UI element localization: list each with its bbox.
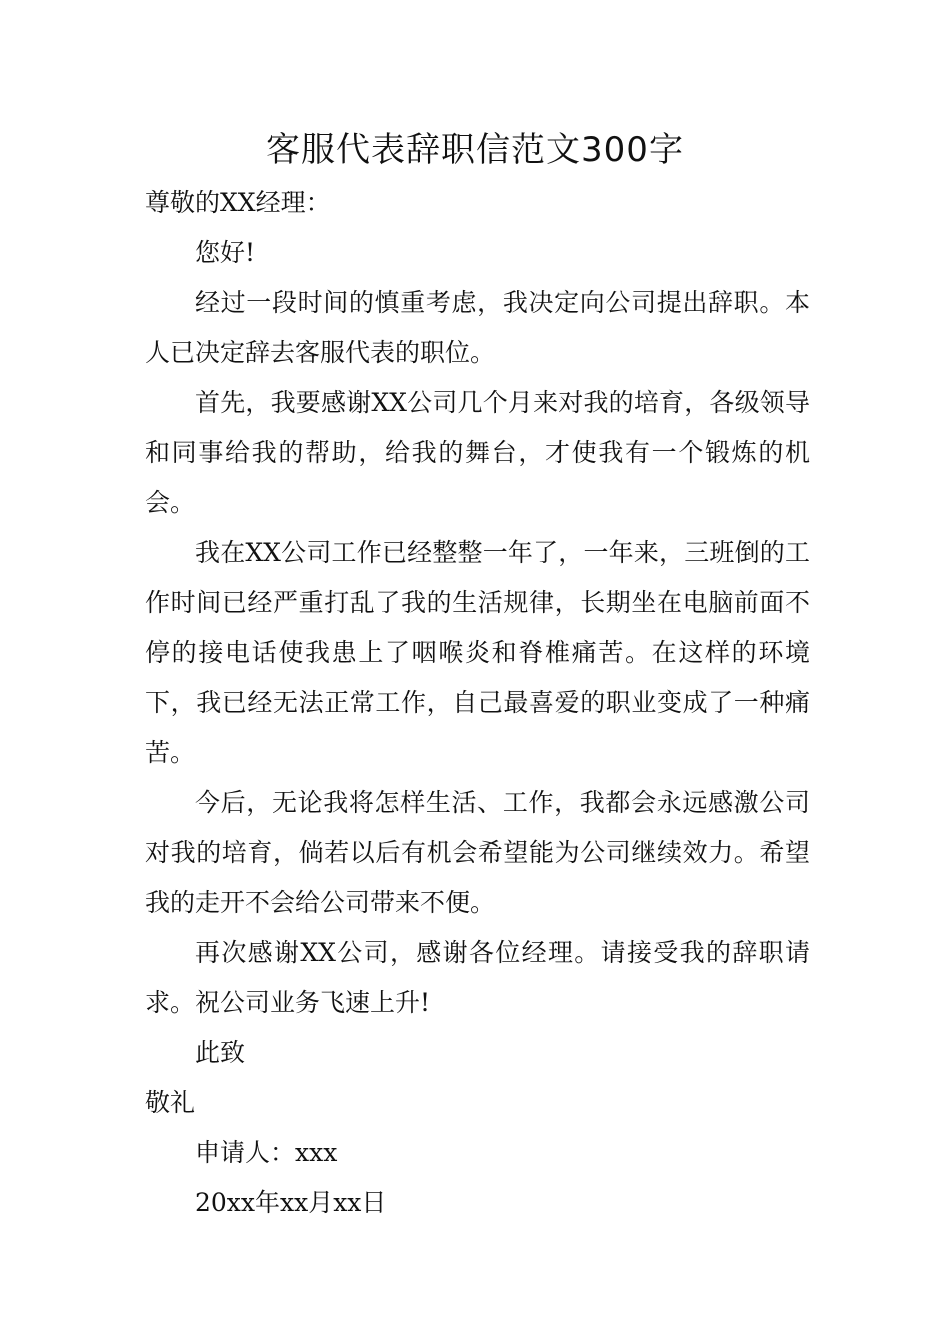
paragraph-1: 经过一段时间的慎重考虑，我决定向公司提出辞职。本人已决定辞去客服代表的职位。 <box>145 288 810 367</box>
greeting: 您好! <box>195 238 256 267</box>
paragraph-4: 今后，无论我将怎样生活、工作，我都会永远感激公司对我的培育，倘若以后有机会希望能为公司继续效力。希望我的走开不会给公司带来不便。 <box>145 788 810 917</box>
date: 20xx年xx月xx日 <box>195 1188 387 1217</box>
paragraph-2: 首先，我要感谢XX公司几个月来对我的培育，各级领导和同事给我的帮助，给我的舞台，才使我有一个锻炼的机会。 <box>145 388 810 517</box>
closing-line-1: 此致 <box>195 1038 246 1067</box>
paragraph-5: 再次感谢XX公司，感谢各位经理。请接受我的辞职请求。祝公司业务飞速上升! <box>145 938 810 1017</box>
document-title: 客服代表辞职信范文300字 <box>266 130 684 170</box>
paragraph-3: 我在XX公司工作已经整整一年了，一年来，三班倒的工作时间已经严重打乱了我的生活规律，长期坐在电脑前面不停的接电话使我患上了咽喉炎和脊椎痛苦。在这样的环境下，我已经无法正常工作，自己最喜爱的职业变成了一种痛苦。 <box>145 538 810 767</box>
signature: 申请人：xxx <box>195 1138 338 1167</box>
closing-line-2: 敬礼 <box>145 1088 196 1117</box>
salutation: 尊敬的XX经理： <box>145 188 331 217</box>
letter-body <box>145 178 810 1228</box>
